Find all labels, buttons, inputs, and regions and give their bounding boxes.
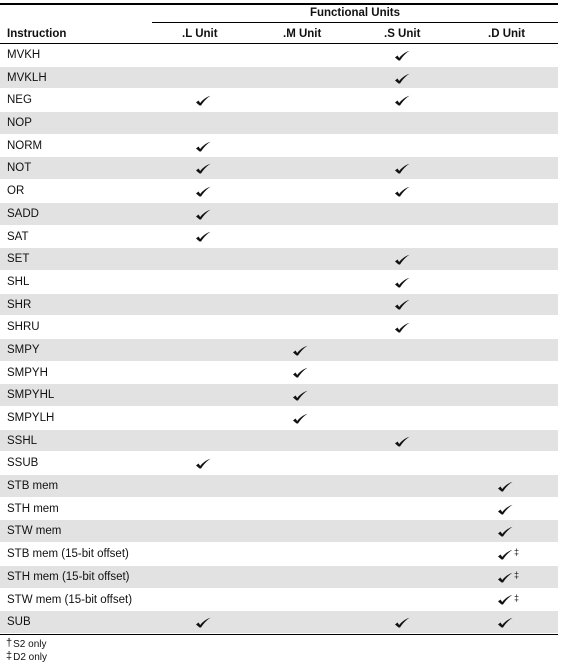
instruction-name: STB mem (15-bit offset): [7, 548, 129, 561]
instruction-table-body: [0, 44, 558, 634]
column-header-row: [0, 26, 558, 42]
instruction-name: STB mem: [7, 480, 59, 493]
check-icon: [292, 407, 308, 430]
check-icon: [497, 543, 519, 566]
instruction-name: SSHL: [7, 434, 38, 447]
instruction-name: SMPY: [7, 343, 40, 356]
check-icon: [394, 430, 410, 453]
column-header-instruction: Instruction: [7, 28, 67, 40]
check-icon: [394, 611, 410, 634]
table-row: [0, 157, 558, 180]
check-icon: [394, 248, 410, 271]
instruction-name: SHR: [7, 298, 32, 311]
table-row: [0, 430, 558, 453]
instruction-name: SET: [7, 253, 30, 266]
check-icon: [394, 44, 410, 67]
column-header-m-unit: .M Unit: [283, 28, 322, 40]
check-icon: [195, 226, 211, 249]
table-row: [0, 271, 558, 294]
check-icon: [394, 89, 410, 112]
footnote: [6, 651, 47, 664]
table-row: [0, 362, 558, 385]
footnote-symbol: †: [6, 637, 13, 650]
check-icon: [497, 566, 519, 589]
table-row: [0, 112, 558, 135]
footnote-text: D2 only: [13, 652, 48, 664]
check-icon: [292, 339, 308, 362]
table-row: [0, 475, 558, 498]
table-row: [0, 294, 558, 317]
check-icon: [394, 316, 410, 339]
table-row: [0, 589, 558, 612]
instruction-name: OR: [7, 185, 25, 198]
check-icon: [394, 294, 410, 317]
table-row: [0, 180, 558, 203]
check-icon: [497, 611, 513, 634]
table-row: [0, 248, 558, 271]
check-icon: [497, 498, 513, 521]
table-row: [0, 226, 558, 249]
functional-units-rule: [152, 22, 558, 23]
footnote-marker: ‡: [514, 592, 520, 603]
table-row: [0, 89, 558, 112]
check-icon: [195, 157, 211, 180]
footnote-marker: ‡: [514, 547, 520, 558]
check-icon: [394, 67, 410, 90]
table-row: [0, 520, 558, 543]
column-header-s-unit: .S Unit: [384, 28, 421, 40]
check-icon: [394, 157, 410, 180]
instruction-name: STW mem: [7, 525, 62, 538]
table-row: [0, 543, 558, 566]
check-icon: [195, 135, 211, 158]
check-icon: [497, 475, 513, 498]
check-icon: [394, 271, 410, 294]
instruction-name: SADD: [7, 207, 39, 220]
check-icon: [195, 611, 211, 634]
check-icon: [292, 362, 308, 385]
table-bottom-rule: [0, 634, 558, 635]
instruction-name: NOP: [7, 117, 32, 130]
functional-units-header: Functional Units: [309, 7, 401, 19]
table-row: [0, 44, 558, 67]
instruction-name: SAT: [7, 230, 29, 243]
instruction-name: SMPYHL: [7, 389, 55, 402]
check-icon: [195, 180, 211, 203]
instruction-name: SMPYH: [7, 366, 48, 379]
instruction-name: STH mem: [7, 502, 59, 515]
table-row: [0, 407, 558, 430]
instruction-name: MVKLH: [7, 71, 47, 84]
instruction-name: NOT: [7, 162, 32, 175]
instruction-name: SHL: [7, 275, 30, 288]
table-row: [0, 339, 558, 362]
footnote: [6, 638, 46, 651]
instruction-name: SSUB: [7, 457, 39, 470]
check-icon: [292, 384, 308, 407]
instruction-name: NEG: [7, 94, 32, 107]
footnote-marker: ‡: [514, 570, 520, 581]
table-row: [0, 611, 558, 634]
check-icon: [195, 452, 211, 475]
instruction-name: SMPYLH: [7, 412, 55, 424]
table-top-rule: [0, 3, 558, 5]
instruction-name: STW mem (15-bit offset): [7, 593, 133, 606]
instruction-name: SHRU: [7, 321, 40, 334]
check-icon: [497, 520, 513, 543]
instruction-name: STH mem (15-bit offset): [7, 570, 130, 583]
instruction-name: SUB: [7, 616, 31, 629]
table-row: [0, 566, 558, 589]
check-icon: [394, 180, 410, 203]
column-header-l-unit: .L Unit: [182, 28, 218, 40]
table-row: [0, 384, 558, 407]
column-header-d-unit: .D Unit: [488, 28, 526, 40]
footnote-text: S2 only: [13, 639, 47, 651]
check-icon: [195, 89, 211, 112]
instruction-name: NORM: [7, 139, 43, 152]
table-row: [0, 135, 558, 158]
table-row: [0, 498, 558, 521]
table-row: [0, 67, 558, 90]
table-row: [0, 203, 558, 226]
check-icon: [195, 203, 211, 226]
table-row: [0, 452, 558, 475]
check-icon: [497, 589, 519, 612]
table-row: [0, 316, 558, 339]
instruction-name: MVKH: [7, 49, 41, 61]
footnote-symbol: ‡: [6, 650, 13, 663]
